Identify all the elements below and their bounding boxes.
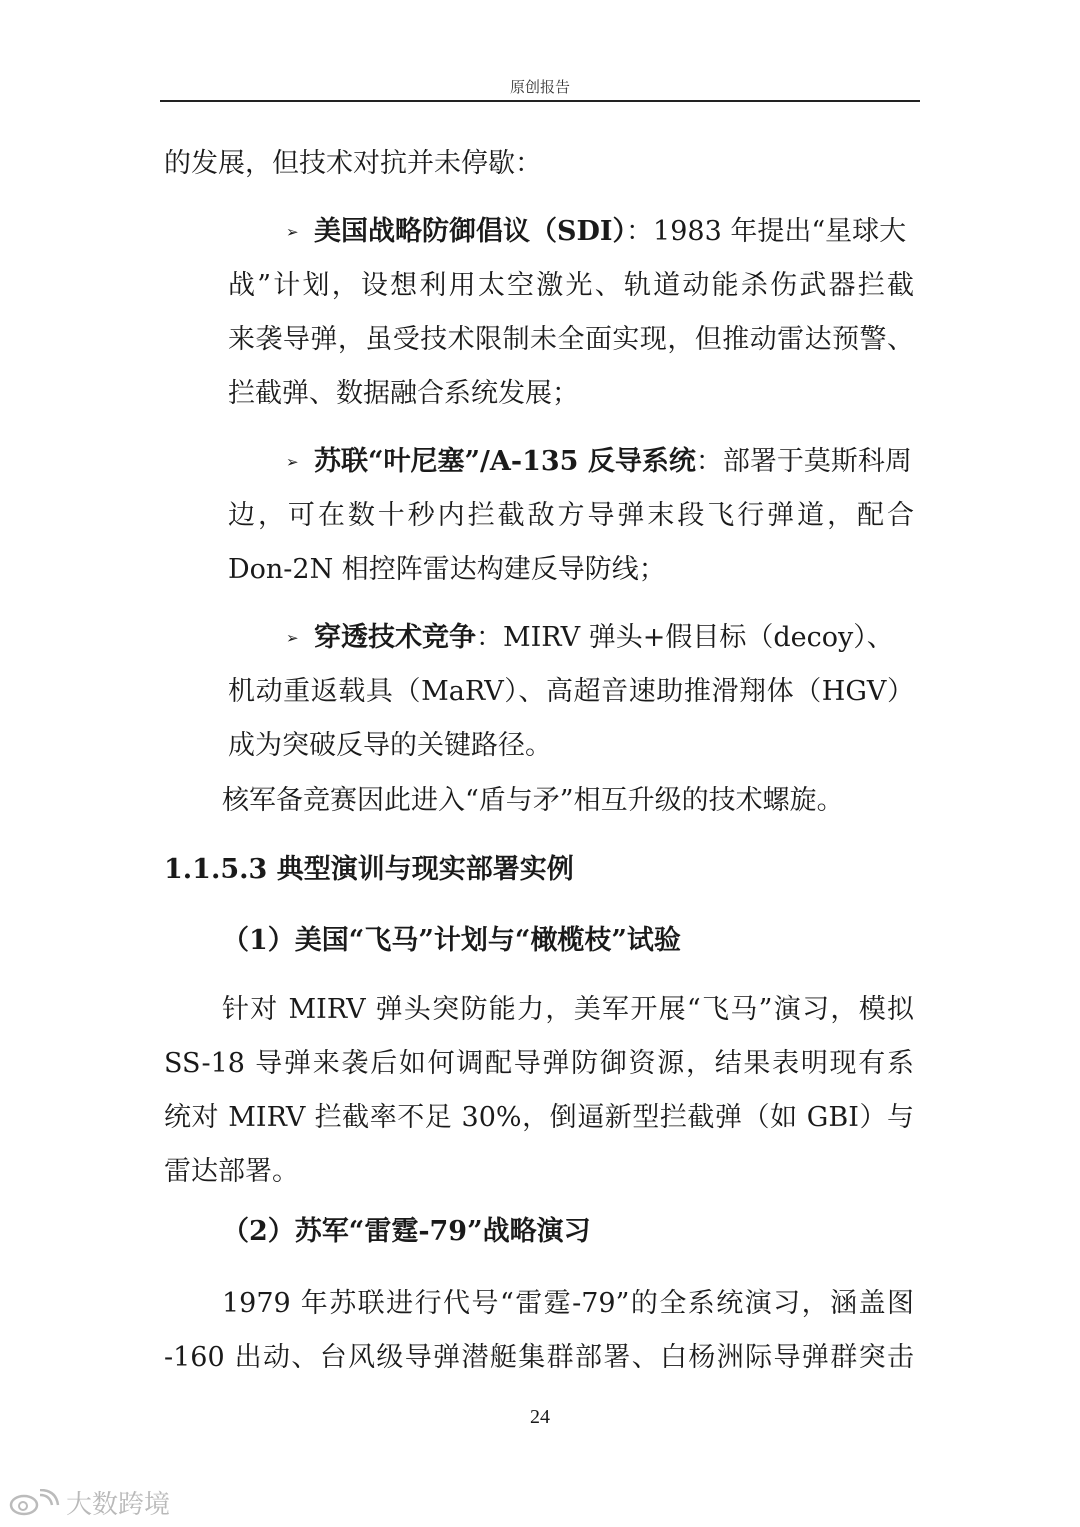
bullet-penetration-line-1 [286,611,914,665]
bullet-penetration-title: 穿透技术竞争 [314,622,476,653]
bullet-sdi-line-1 [286,205,914,259]
paragraph-pegasus-line-4: 雷达部署。 [164,1156,299,1187]
bullet-a135-line-2: 边，可在数十秒内拦截敌方导弹末段飞行弹道，配合 [228,500,914,531]
page-header-title: 原创报告 [509,78,570,96]
bullet-arrow-icon: ➢ [286,223,299,241]
bullet-a135-text: ：部署于莫斯科周 [695,446,912,477]
bullet-arrow-icon: ➢ [286,453,299,471]
watermark-text: 大数跨境 [66,1490,171,1520]
bullet-a135-line-1 [286,435,914,489]
subsection-heading-2: （2）苏军“雷霆-79”战略演习 [222,1216,591,1247]
paragraph-thunder-line-2: -160 出动、台风级导弹潜艇集群部署、白杨洲际导弹群突击 [164,1342,914,1373]
bullet-penetration-line-3: 成为突破反导的关键路径。 [228,730,552,761]
bullet-a135-line-3: Don-2N 相控阵雷达构建反导防线； [228,554,666,585]
weibo-logo-icon [8,1489,60,1517]
bullet-sdi-title: 美国战略防御倡议（SDI） [314,216,627,247]
paragraph-pegasus-line-3: 统对 MIRV 拦截率不足 30%，倒逼新型拦截弹（如 GBI）与 [164,1102,914,1133]
bullet-sdi-line-2: 战”计划，设想利用太空激光、轨道动能杀伤武器拦截 [228,270,914,301]
bullet-a135-title: 苏联“叶尼塞”/A-135 反导系统 [314,446,696,477]
subsection-heading-1: （1）美国“飞马”计划与“橄榄枝”试验 [222,925,681,956]
paragraph-thunder-line-1: 1979 年苏联进行代号“雷霆-79”的全系统演习，涵盖图 [222,1288,914,1319]
bullet-sdi-text: ：1983 年提出“星球大 [626,216,907,247]
watermark [8,1484,170,1521]
section-heading: 1.1.5.3 典型演训与现实部署实例 [164,854,574,885]
bullet-penetration-line-2: 机动重返载具（MaRV）、高超音速助推滑翔体（HGV） [228,676,914,707]
bullet-arrow-icon: ➢ [286,629,299,647]
page-number: 24 [530,1406,550,1428]
paragraph-pegasus-line-2: SS-18 导弹来袭后如何调配导弹防御资源，结果表明现有系 [164,1048,914,1079]
paragraph-intro: 的发展，但技术对抗并未停歇： [164,148,542,179]
paragraph-arms-race: 核军备竞赛因此进入“盾与矛”相互升级的技术螺旋。 [222,785,844,816]
paragraph-pegasus-line-1: 针对 MIRV 弹头突防能力，美军开展“飞马”演习，模拟 [222,994,914,1025]
bullet-sdi-line-3: 来袭导弹，虽受技术限制未全面实现，但推动雷达预警、 [228,324,914,355]
bullet-penetration-text: ：MIRV 弹头+假目标（decoy）、 [476,622,894,653]
header-divider [160,100,920,102]
bullet-sdi-line-4: 拦截弹、数据融合系统发展； [228,378,579,409]
